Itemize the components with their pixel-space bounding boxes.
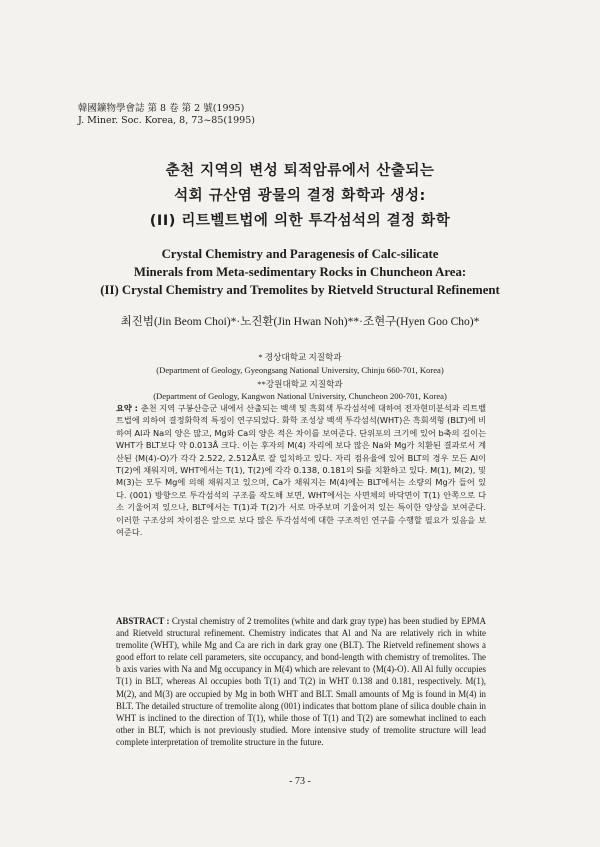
page-number: - 73 - [289, 776, 311, 787]
korean-title [0, 159, 600, 234]
author-list: 최진범(Jin Beom Choi)*·노진환(Jin Hwan Noh)**·조현구(Hyen Goo Cho)* [120, 316, 480, 328]
korean-abstract-label: 요약 : [116, 403, 141, 413]
affiliation-2-department: (Department of Geology, Kangwon National University, Chuncheon 200-701, Korea) [153, 391, 447, 401]
korean-title-line-2: 석회 규산염 광물의 결정 화학과 생성: [174, 188, 426, 204]
journal-citation [78, 103, 255, 127]
journal-citation-english: J. Miner. Soc. Korea, 8, 73~85(1995) [78, 115, 255, 126]
english-title-line-1: Crystal Chemistry and Paragenesis of Calc-silicate [161, 247, 439, 261]
korean-abstract [116, 402, 486, 538]
journal-citation-korean: 韓國鑛物學會誌 第 8 卷 第 2 號(1995) [78, 103, 245, 114]
korean-abstract-text: 춘천 지역 구봉산층군 내에서 산출되는 백색 및 흑회색 투각섬석에 대하여 전자현미분석과 리트벨트법에 의하여 결정화학적 특징이 연구되었다. 화학 조성상 백색 투각섬석(WHT)은 흑회색형 (BLT)에 비하여 Al과 Na의 양은 많고, Mg와 Ca의 양은 적은 차이를 보여준다. 단위포의 크기에 있어 b축의 길이는 WHT가 BLT보다 약 0.013Å 크다. 이는 후자의 M(4) 자리에 보다 많은 Na와 Mg가 치환된 결과로서 계산된 ⟨M(4)-O⟩가 각각 2.522, 2.512Å로 잘 일치하고 있다. 자리 점유율에 있어 BLT의 경우 모든 Al이 T(2)에 채워지며, WHT에서는 T(1), T(2)에 각각 0.138, 0.181의 Si를 치환하고 있다. M(1), M(2), 및 M(3)는 모두 Mg에 의해 채워지고 있으며, Ca가 채워지는 M(4)에는 BLT에서는 소량의 Mg가 들어 있다. (001) 방향으로 투각섬석의 구조를 작도해 보면, WHT에서는 사면체의 바닥면이 T(1) 안쪽으로 다소 기울어져 있으나, BLT에서는 T(1)과 T(2)가 서로 마주보며 기울어져 있는 특이한 양상을 보여준다. 이러한 구조상의 차이점은 앞으로 보다 많은 투각섬석에 대한 구조적인 연구를 수행할 필요가 있음을 보여준다. [116, 403, 486, 538]
affiliation-1-department: (Department of Geology, Gyeongsang National University, Chinju 660-701, Korea) [156, 365, 444, 375]
korean-title-line-1: 춘천 지역의 변성 퇴적암류에서 산출되는 [165, 163, 435, 179]
english-abstract-text: Crystal chemistry of 2 tremolites (white and dark gray type) has been studied by EPMA and Rietveld structural refinement. Chemistry indicates that Al and Na are relatively rich in white tremolite (WHT), while Mg and Ca are rich in dark gray one (BLT). The Rietveld refinement shows a good effort to relate cell parameters, site occupancy, and bond-length with chemistry of tremolites. The b axis varies with Na and Mg occupancy in M(4) which are relevant to ⟨M(4)-O⟩. All Al fully occupies T(1) in BLT, whereas Al occupies both T(1) and T(2) in WHT 0.138 and 0.181, respectively. M(1), M(2), and M(3) are occupied by Mg in both WHT and BLT. Small amounts of Mg is found in M(4) in BLT. The detailed structure of tremolite along (001) indicates that bottom plane of silica double chain in WHT is inclined to the direction of T(1), while those of T(1) and T(2) are somewhat inclined to each other in BLT, which is not previously studied. More intensive study of tremolite structure will lead complete interpretation of tremolite structure in the future. [116, 616, 486, 747]
affiliation-1-mark: * 경상대학교 지질학과 [258, 352, 342, 362]
affiliation-2-mark: **강원대학교 지질학과 [257, 379, 343, 389]
english-abstract [116, 615, 486, 748]
english-title-line-3: (II) Crystal Chemistry and Tremolites by Rietveld Structural Refinement [100, 283, 500, 297]
english-abstract-label: ABSTRACT : [116, 616, 172, 626]
english-title [0, 245, 600, 299]
korean-title-line-3: (II) 리트벨트법에 의한 투각섬석의 결정 화학 [149, 213, 451, 229]
english-title-line-2: Minerals from Meta-sedimentary Rocks in Chuncheon Area: [133, 265, 467, 279]
